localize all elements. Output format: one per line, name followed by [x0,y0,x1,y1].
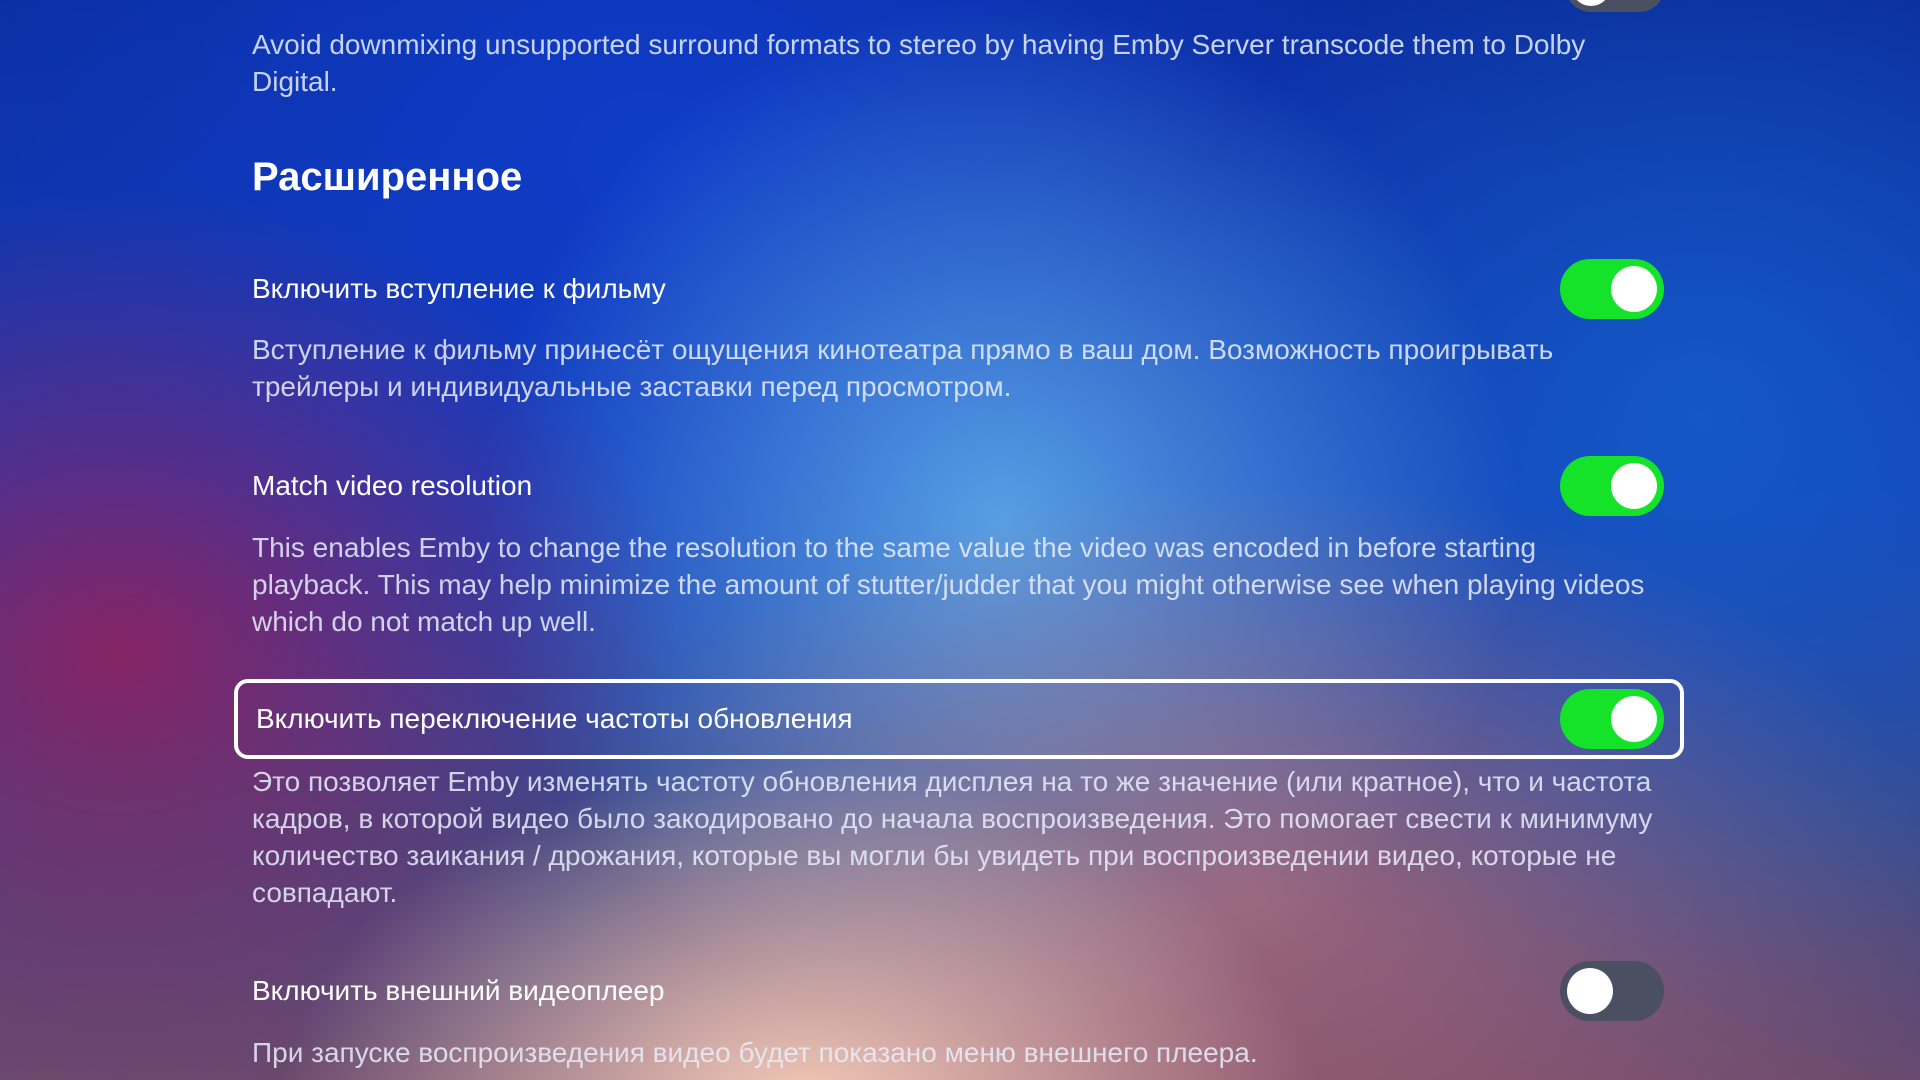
toggle-knob [1611,463,1657,509]
cinema-intros-toggle[interactable] [1560,259,1664,319]
setting-row-refresh-rate-switching[interactable] [234,679,1684,759]
toggle-knob [1567,968,1613,1014]
refresh-rate-switching-toggle[interactable] [1560,689,1664,749]
setting-label: Включить вступление к фильму [252,273,666,304]
setting-description: This enables Emby to change the resolution to the same value the video was encoded in before starting playback. This may help minimize the amount of stutter/judder that you might otherwise see when playing videos which do not match up well. [252,532,1645,637]
match-video-resolution-toggle[interactable] [1560,456,1664,516]
setting-description: Вступление к фильму принесёт ощущения кинотеатра прямо в ваш дом. Возможность проигрывать трейлеры и индивидуальные заставки перед просмотром. [252,334,1554,402]
external-player-toggle[interactable] [1560,961,1664,1021]
setting-description: Это позволяет Emby изменять частоту обновления дисплея на то же значение (или кратное), что и частота кадров, в которой видео было закодировано до начала воспроизведения. Это помогает свести к минимуму количество заикания / дрожания, которые вы могли бы увидеть при воспроизведении видео, которые не совпадают. [252,766,1653,908]
setting-label: Включить внешний видеоплеер [252,975,665,1006]
setting-row-match-video-resolution[interactable] [234,446,1684,526]
toggle-knob [1611,266,1657,312]
toggle-knob [1611,696,1657,742]
setting-label: Включить переключение частоты обновления [256,703,853,734]
setting-description: При запуске воспроизведения видео будет показано меню внешнего плеера. [252,1037,1258,1068]
section-title: Расширенное [252,155,523,199]
setting-label: Match video resolution [252,470,533,501]
setting-row-cinema-intros[interactable] [234,249,1684,329]
previous-setting-description: Avoid downmixing unsupported surround formats to stereo by having Emby Server transcode them to Dolby Digital. [252,29,1586,97]
previous-setting-toggle[interactable] [1565,0,1665,12]
setting-row-external-player[interactable] [234,951,1684,1031]
